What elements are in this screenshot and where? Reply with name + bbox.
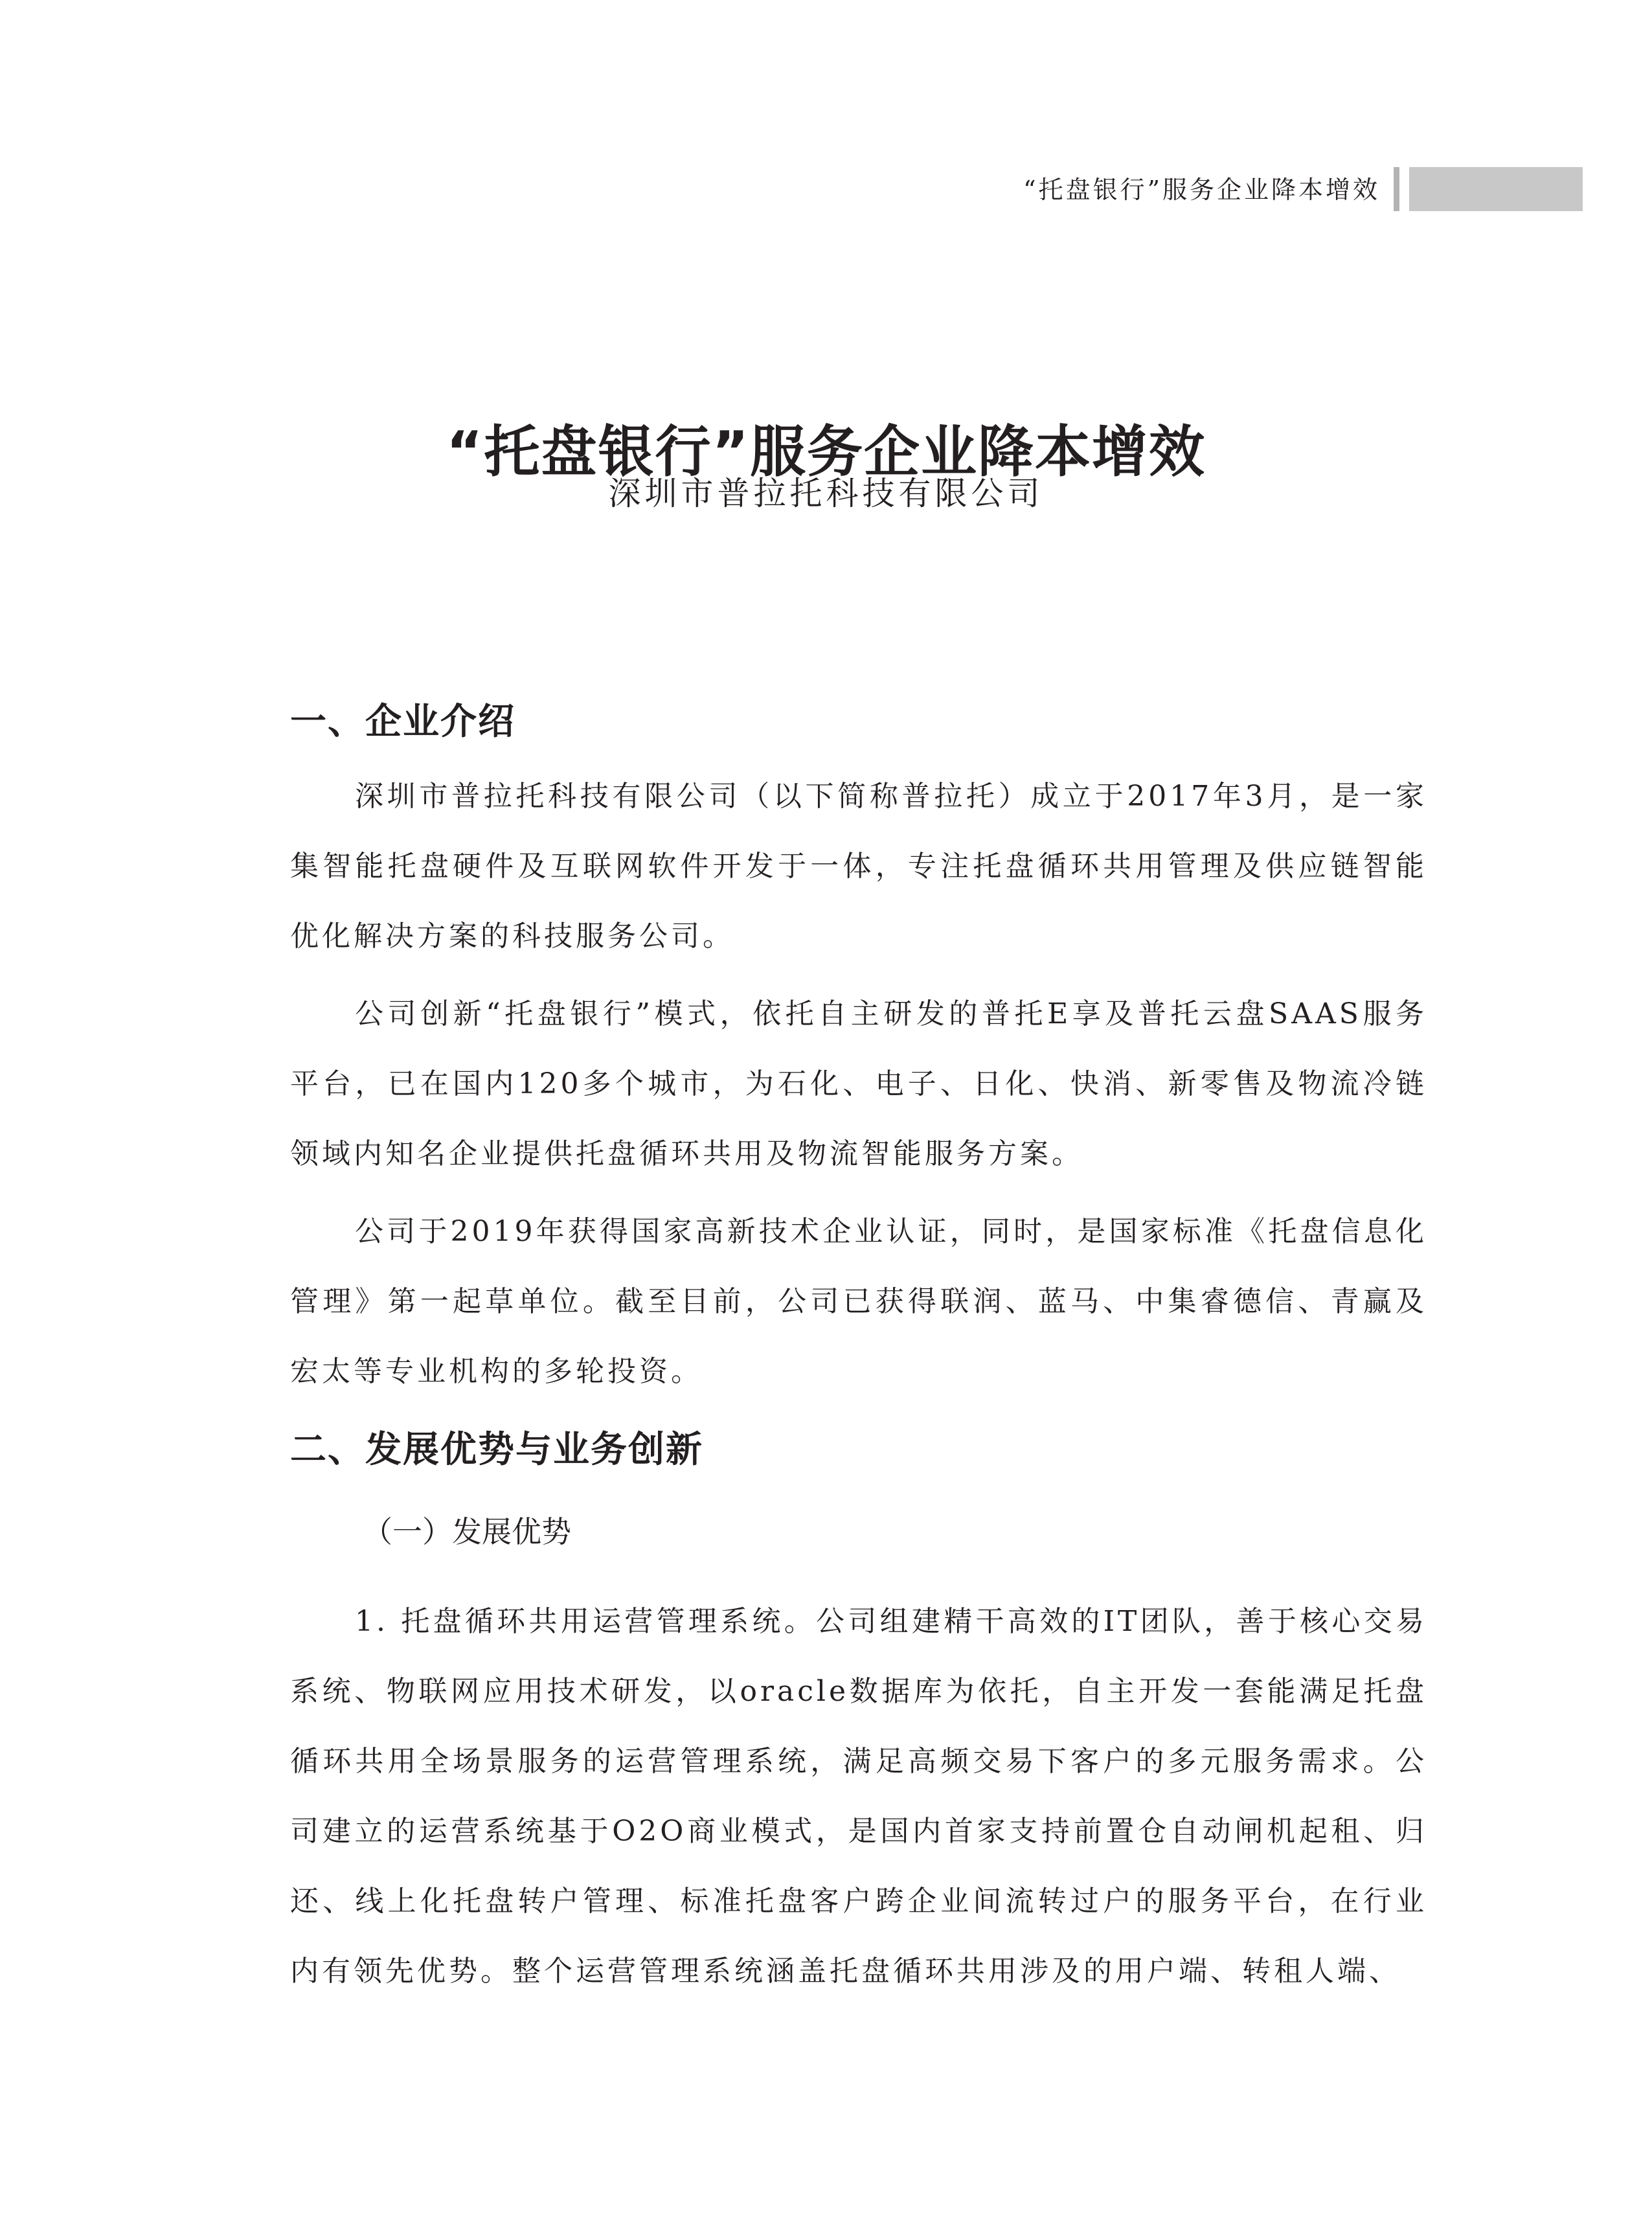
header-tab [1409,167,1583,211]
paragraph: 公司于2019年获得国家高新技术企业认证，同时，是国家标准《托盘信息化管理》第一起草单位。截至目前，公司已获得联润、蓝马、中集睿德信、青赢及宏太等专业机构的多轮投资。 [290,1215,1427,1388]
subsection-heading: （一）发展优势 [363,1514,571,1549]
paragraph: 公司创新“托盘银行”模式，依托自主研发的普托E享及普托云盘SAAS服务平台，已在国内120多个城市，为石化、电子、日化、快消、新零售及物流冷链领域内知名企业提供托盘循环共用及物流智能服务方案。 [290,997,1427,1170]
article-title: “托盘银行”服务企业降本增效 [446,419,1206,484]
section-heading-intro: 一、企业介绍 [290,701,515,743]
article-author: 深圳市普拉托科技有限公司 [608,475,1044,512]
paragraph: 1. 托盘循环共用运营管理系统。公司组建精干高效的IT团队，善于核心交易系统、物联网应用技术研发，以oracle数据库为依托，自主开发一套能满足托盘循环共用全场景服务的运营管理系统，满足高频交易下客户的多元服务需求。公司建立的运营系统基于O2O商业模式，是国内首家支持前置仓自动闸机起租、归还、线上化托盘转户管理、标准托盘客户跨企业间流转过户的服务平台，在行业内有领先优势。整个运营管理系统涵盖托盘循环共用涉及的用户端、转租人端、 [290,1605,1427,1988]
paragraph: 深圳市普拉托科技有限公司（以下简称普拉托）成立于2017年3月，是一家集智能托盘硬件及互联网软件开发于一体，专注托盘循环共用管理及供应链智能优化解决方案的科技服务公司。 [290,780,1427,953]
header-rule [1394,167,1399,211]
running-header: “托盘银行”服务企业降本增效 [1023,176,1380,204]
section-heading-advantages: 二、发展优势与业务创新 [290,1429,703,1471]
article-body [290,687,1427,2014]
